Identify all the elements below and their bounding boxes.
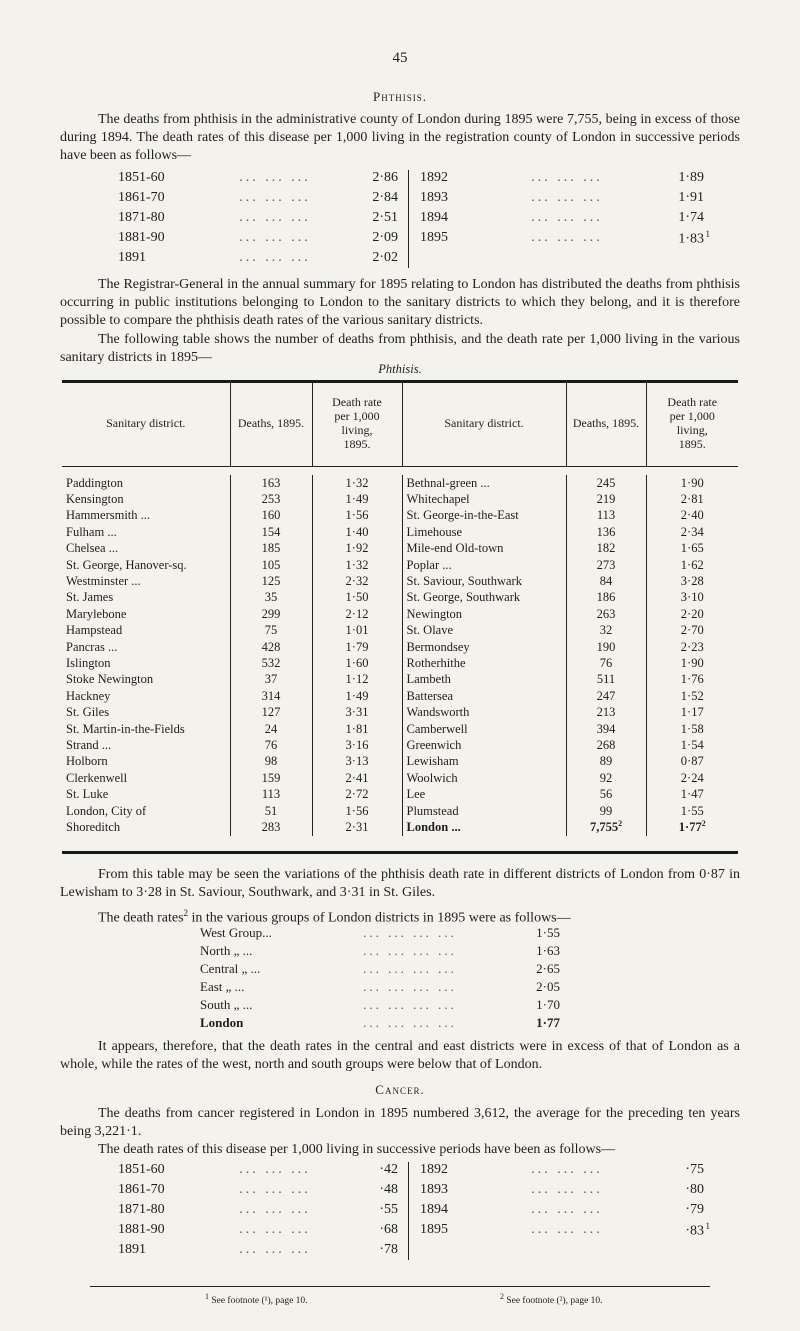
leader-dots: ... ... ...	[531, 210, 603, 225]
district-name: Islington	[66, 655, 111, 670]
page-number: 45	[392, 50, 408, 66]
period-row	[118, 1160, 398, 1180]
district-name: St. James	[66, 590, 114, 605]
period-row	[420, 1220, 710, 1240]
deaths-value: 99	[566, 803, 646, 819]
rate-value: 3·28	[646, 573, 738, 589]
district-name: Strand ...	[66, 737, 112, 752]
leader-dots: ... ... ...	[239, 250, 311, 265]
district-name: St. Giles	[66, 705, 110, 720]
period-row	[118, 1180, 398, 1200]
group-rate-row	[200, 979, 560, 997]
rate-value: 2·31	[312, 819, 402, 835]
period-rate: ·80	[685, 1182, 704, 1197]
deaths-value: 159	[230, 770, 312, 786]
rate-value: 3·10	[646, 590, 738, 606]
phthisis-para-table-intro: The following table shows the number of deaths from phthisis, and the death rate per 1,000 living in the various sanitary districts in 1895—	[60, 332, 740, 365]
leader-dots: ... ... ...	[531, 1162, 603, 1177]
deaths-value: 160	[230, 508, 312, 524]
rate-value: 1·49	[312, 688, 402, 704]
col-header-deaths-2: Deaths, 1895.	[566, 380, 646, 467]
table-row	[62, 672, 738, 688]
leader-dots: ... ... ...	[239, 170, 311, 185]
district-name: Lee	[402, 786, 566, 802]
period-rate: 2·86	[372, 170, 398, 185]
period-label: 1881-90	[118, 1222, 165, 1237]
rate-value: $1\cdot 77^2$	[646, 819, 738, 835]
deaths-value: 273	[566, 557, 646, 573]
period-label: 1861-70	[118, 1182, 165, 1197]
period-rate: 2·84	[372, 190, 398, 205]
rate-value: 1·17	[646, 704, 738, 720]
rate-value: 2·32	[312, 573, 402, 589]
deaths-value: 268	[566, 737, 646, 753]
rate-value: 1·62	[646, 557, 738, 573]
rate-value: 1·50	[312, 590, 402, 606]
leader-dots: ... ... ...	[531, 1202, 603, 1217]
leader-dots: ... ... ... ...	[363, 925, 457, 940]
leader-dots: ... ... ...	[239, 1182, 311, 1197]
period-label: 1861-70	[118, 190, 165, 205]
rate-value: 1·92	[312, 541, 402, 557]
period-label: 1895	[420, 1222, 448, 1237]
group-rates-list	[200, 925, 560, 1033]
deaths-value: 125	[230, 573, 312, 589]
deaths-value: 186	[566, 590, 646, 606]
rate-value: 2·72	[312, 786, 402, 802]
rate-value: 1·01	[312, 623, 402, 639]
rate-value: 2·40	[646, 508, 738, 524]
district-name: St. Luke	[66, 787, 109, 802]
table-row	[62, 541, 738, 557]
district-name: St. George-in-the-East	[402, 508, 566, 524]
deaths-value: 394	[566, 721, 646, 737]
period-row	[118, 208, 398, 228]
district-name: Shoreditch	[66, 819, 121, 834]
period-row	[118, 1200, 398, 1220]
district-name: Marylebone	[66, 606, 127, 621]
deaths-value: 182	[566, 541, 646, 557]
district-name: London ...	[402, 819, 566, 835]
period-label: 1891	[118, 250, 146, 265]
deaths-value: 283	[230, 819, 312, 835]
phthisis-district-table	[62, 380, 738, 836]
group-name: South „ ...	[200, 997, 253, 1012]
table-row	[62, 737, 738, 753]
cancer-para-rates-intro: The death rates of this disease per 1,000 living in successive periods have been as follows—	[98, 1142, 616, 1157]
deaths-value: 75	[230, 623, 312, 639]
leader-dots: ... ... ... ...	[363, 997, 457, 1012]
deaths-value: 76	[566, 655, 646, 671]
table-row	[62, 606, 738, 622]
group-name: North „ ...	[200, 943, 253, 958]
period-label: 1851-60	[118, 1162, 165, 1177]
deaths-value: 263	[566, 606, 646, 622]
district-name: Plumstead	[402, 803, 566, 819]
group-rate: 1·77	[536, 1015, 560, 1030]
period-rate: ·68	[379, 1222, 398, 1237]
district-name: Stoke Newington	[66, 672, 154, 687]
district-name: Rotherhithe	[402, 655, 566, 671]
rate-value: 1·55	[646, 803, 738, 819]
deaths-value: 154	[230, 524, 312, 540]
deaths-value: 98	[230, 754, 312, 770]
period-rate: 2·51	[372, 210, 398, 225]
rate-value: 1·58	[646, 721, 738, 737]
district-name: Lambeth	[402, 672, 566, 688]
rate-value: 1·56	[312, 508, 402, 524]
rate-value: 1·32	[312, 557, 402, 573]
rate-value: 1·52	[646, 688, 738, 704]
deaths-value: 247	[566, 688, 646, 704]
deaths-value: 113	[230, 786, 312, 802]
period-rate: ·83 $^1$	[685, 1220, 710, 1239]
period-rate: 1·89	[678, 170, 704, 185]
deaths-value: 127	[230, 704, 312, 720]
period-rate: ·79	[685, 1202, 704, 1217]
leader-dots: ... ... ...	[239, 1222, 311, 1237]
footnote-2: $^2$ See footnote (²), page 10.	[500, 1292, 603, 1307]
table-row	[62, 688, 738, 704]
cancer-periods-right	[420, 1160, 710, 1240]
rate-value: 1·79	[312, 639, 402, 655]
table-row	[62, 639, 738, 655]
deaths-value: 56	[566, 786, 646, 802]
period-rate: 2·09	[372, 230, 398, 245]
col-header-deaths: Deaths, 1895.	[230, 380, 312, 467]
deaths-value: 253	[230, 491, 312, 507]
rate-value: 1·90	[646, 655, 738, 671]
table-row	[62, 803, 738, 819]
table-title: Phthisis.	[378, 362, 422, 376]
deaths-value: 163	[230, 475, 312, 491]
period-label: 1891	[118, 1242, 146, 1257]
col-header-rate: Death rate per 1,000 living, 1895.	[312, 380, 402, 467]
footnote-1: $^1$ See footnote (¹), page 10.	[205, 1292, 308, 1307]
rate-value: 1·12	[312, 672, 402, 688]
group-name: London	[200, 1015, 244, 1030]
deaths-value: 84	[566, 573, 646, 589]
district-name: Paddington	[66, 475, 123, 490]
table-row	[62, 623, 738, 639]
district-name: Chelsea ...	[66, 541, 119, 556]
period-label: 1871-80	[118, 1202, 165, 1217]
table-row	[62, 819, 738, 835]
table-row	[62, 475, 738, 491]
district-name: Lewisham	[402, 754, 566, 770]
group-rate-row	[200, 961, 560, 979]
period-row	[420, 1160, 710, 1180]
leader-dots: ... ... ... ...	[363, 961, 457, 976]
period-divider	[408, 170, 409, 268]
col-header-rate-2: Death rate per 1,000 living, 1895.	[646, 380, 738, 467]
deaths-value: 213	[566, 704, 646, 720]
deaths-value: 35	[230, 590, 312, 606]
rate-value: 2·23	[646, 639, 738, 655]
period-rate: ·42	[379, 1162, 398, 1177]
rate-value: 1·60	[312, 655, 402, 671]
deaths-value: 89	[566, 754, 646, 770]
district-name: Limehouse	[402, 524, 566, 540]
deaths-value: 314	[230, 688, 312, 704]
table-row	[62, 573, 738, 589]
district-name: Hampstead	[66, 623, 123, 638]
leader-dots: ... ... ...	[239, 230, 311, 245]
cancer-para-deaths: The deaths from cancer registered in London in 1895 numbered 3,612, the average for the preceding ten years being 3,221·1.	[60, 1106, 740, 1139]
deaths-value: 37	[230, 672, 312, 688]
period-row	[118, 228, 398, 248]
period-row	[420, 1180, 710, 1200]
district-name: Holborn	[66, 754, 108, 769]
deaths-value: 76	[230, 737, 312, 753]
deaths-value: 51	[230, 803, 312, 819]
district-name: Bermondsey	[402, 639, 566, 655]
group-rate: 1·55	[536, 925, 560, 940]
col-header-district-2: Sanitary district.	[402, 380, 566, 467]
rate-value: 3·31	[312, 704, 402, 720]
district-name: Bethnal-green ...	[402, 475, 566, 491]
rate-value: 2·81	[646, 491, 738, 507]
phthisis-periods-right	[420, 168, 710, 248]
deaths-value: 245	[566, 475, 646, 491]
rate-value: 2·70	[646, 623, 738, 639]
period-rate: ·78	[379, 1242, 398, 1257]
group-rate: 2·05	[536, 979, 560, 994]
deaths-value: 428	[230, 639, 312, 655]
leader-dots: ... ... ...	[531, 230, 603, 245]
period-label: 1871-80	[118, 210, 165, 225]
district-name: Pancras ...	[66, 639, 118, 654]
table-row	[62, 770, 738, 786]
phthisis-para-variations: From this table may be seen the variations of the phthisis death rate in different districts of London from 0·87 in Lewisham to 3·28 in St. Saviour, Southwark, and 3·31 in St. Giles.	[60, 867, 740, 900]
rate-value: 2·20	[646, 606, 738, 622]
district-name: Westminster ...	[66, 574, 141, 589]
deaths-value: 511	[566, 672, 646, 688]
phthisis-para-groups-intro: The death rates$^2$ in the various groups of London districts in 1895 were as follows—	[98, 908, 571, 926]
district-name: St. Martin-in-the-Fields	[66, 721, 185, 736]
rate-value: 1·56	[312, 803, 402, 819]
rate-value: 1·40	[312, 524, 402, 540]
period-rate: ·55	[379, 1202, 398, 1217]
period-rate: 1·74	[678, 210, 704, 225]
table-row	[62, 704, 738, 720]
period-label: 1881-90	[118, 230, 165, 245]
leader-dots: ... ... ... ...	[363, 979, 457, 994]
rate-value: 1·76	[646, 672, 738, 688]
phthisis-intro: The deaths from phthisis in the administrative county of London during 1895 were 7,755, being in excess of those during 1894. The death rates of this disease per 1,000 living in the registration county of London in successive periods have been as follows—	[60, 112, 740, 163]
district-name: Hackney	[66, 688, 111, 703]
table-row	[62, 754, 738, 770]
period-label: 1894	[420, 210, 448, 225]
leader-dots: ... ... ...	[531, 1222, 603, 1237]
table-row	[62, 590, 738, 606]
rate-value: 3·13	[312, 754, 402, 770]
deaths-value: 113	[566, 508, 646, 524]
period-row	[118, 1220, 398, 1240]
leader-dots: ... ... ...	[531, 1182, 603, 1197]
deaths-value: 105	[230, 557, 312, 573]
period-rate: 1·91	[678, 190, 704, 205]
leader-dots: ... ... ...	[239, 1202, 311, 1217]
district-name: Clerkenwell	[66, 770, 128, 785]
phthisis-periods-left	[118, 168, 398, 268]
rate-value: 2·24	[646, 770, 738, 786]
district-name: St. Olave	[402, 623, 566, 639]
period-label: 1893	[420, 1182, 448, 1197]
phthisis-para-conclusion: It appears, therefore, that the death rates in the central and east districts were in excess of that of London as a whole, while the rates of the west, north and south groups were below that of London.	[60, 1039, 740, 1072]
deaths-value: 136	[566, 524, 646, 540]
period-row	[118, 168, 398, 188]
rate-value: 1·90	[646, 475, 738, 491]
district-name: Camberwell	[402, 721, 566, 737]
deaths-value: 532	[230, 655, 312, 671]
district-name: Newington	[402, 606, 566, 622]
leader-dots: ... ... ...	[531, 190, 603, 205]
phthisis-heading: Phthisis.	[373, 89, 427, 104]
group-name: Central „ ...	[200, 961, 261, 976]
leader-dots: ... ... ...	[239, 210, 311, 225]
table-row	[62, 508, 738, 524]
deaths-value: 190	[566, 639, 646, 655]
group-rate-row	[200, 997, 560, 1015]
table-row	[62, 786, 738, 802]
district-name: St. Saviour, Southwark	[402, 573, 566, 589]
rate-value: 1·81	[312, 721, 402, 737]
period-row	[420, 208, 710, 228]
table-header-row	[62, 380, 738, 467]
deaths-value: 24	[230, 721, 312, 737]
district-name: Whitechapel	[402, 491, 566, 507]
deaths-value: 219	[566, 491, 646, 507]
period-label: 1892	[420, 170, 448, 185]
period-rate: 2·02	[372, 250, 398, 265]
group-rate: 1·63	[536, 943, 560, 958]
leader-dots: ... ... ... ...	[363, 1015, 457, 1030]
rate-value: 2·41	[312, 770, 402, 786]
deaths-value: 299	[230, 606, 312, 622]
district-name: Mile-end Old-town	[402, 541, 566, 557]
table-row	[62, 557, 738, 573]
period-row	[420, 168, 710, 188]
district-name: St. George, Hanover-sq.	[66, 557, 187, 572]
rate-value: 0·87	[646, 754, 738, 770]
table-row	[62, 721, 738, 737]
deaths-value: 92	[566, 770, 646, 786]
rate-value: 1·47	[646, 786, 738, 802]
period-label: 1893	[420, 190, 448, 205]
period-row	[420, 1200, 710, 1220]
group-rate-row	[200, 925, 560, 943]
district-name: Woolwich	[402, 770, 566, 786]
district-name: Poplar ...	[402, 557, 566, 573]
rate-value: 1·65	[646, 541, 738, 557]
cancer-periods-left	[118, 1160, 398, 1260]
deaths-value: 185	[230, 541, 312, 557]
deaths-value: 7,755$^2$	[566, 819, 646, 835]
leader-dots: ... ... ... ...	[363, 943, 457, 958]
period-rate: ·48	[379, 1182, 398, 1197]
footnote-rule	[90, 1286, 710, 1287]
district-name: Battersea	[402, 688, 566, 704]
table-row	[62, 524, 738, 540]
group-rate: 1·70	[536, 997, 560, 1012]
period-label: 1851-60	[118, 170, 165, 185]
rate-value: 1·32	[312, 475, 402, 491]
group-name: West Group...	[200, 925, 272, 940]
rate-value: 2·12	[312, 606, 402, 622]
rate-value: 2·34	[646, 524, 738, 540]
district-name: Greenwich	[402, 737, 566, 753]
period-rate: ·75	[685, 1162, 704, 1177]
district-name: Hammersmith ...	[66, 508, 151, 523]
deaths-value: 32	[566, 623, 646, 639]
period-row	[118, 248, 398, 268]
district-name: London, City of	[66, 803, 147, 818]
leader-dots: ... ... ...	[239, 190, 311, 205]
cancer-heading: Cancer.	[375, 1082, 425, 1097]
leader-dots: ... ... ...	[531, 170, 603, 185]
group-name: East „ ...	[200, 979, 245, 994]
table-row	[62, 655, 738, 671]
district-name: St. George, Southwark	[402, 590, 566, 606]
group-rate-row	[200, 943, 560, 961]
leader-dots: ... ... ...	[239, 1242, 311, 1257]
district-name: Fulham ...	[66, 524, 117, 539]
period-rate: 1·83 $^1$	[678, 228, 710, 247]
group-rate: 2·65	[536, 961, 560, 976]
period-row	[420, 188, 710, 208]
table-row	[62, 491, 738, 507]
period-label: 1894	[420, 1202, 448, 1217]
district-name: Wandsworth	[402, 704, 566, 720]
period-row	[118, 1240, 398, 1260]
group-rate-row	[200, 1015, 560, 1033]
rate-value: 3·16	[312, 737, 402, 753]
period-label: 1895	[420, 230, 448, 245]
rate-value: 1·49	[312, 491, 402, 507]
phthisis-para-registrar: The Registrar-General in the annual summary for 1895 relating to London has distributed the deaths from phthisis occurring in public institutions belonging to London to the sanitary districts to which they belong, and it is therefore possible to compare the phthisis death rates of the various sanitary districts.	[60, 277, 740, 328]
period-row	[118, 188, 398, 208]
cancer-period-divider	[408, 1162, 409, 1260]
period-label: 1892	[420, 1162, 448, 1177]
district-name: Kensington	[66, 492, 124, 507]
period-row	[420, 228, 710, 248]
col-header-district: Sanitary district.	[62, 380, 230, 467]
rate-value: 1·54	[646, 737, 738, 753]
leader-dots: ... ... ...	[239, 1162, 311, 1177]
table-bottom-rule	[62, 851, 738, 854]
